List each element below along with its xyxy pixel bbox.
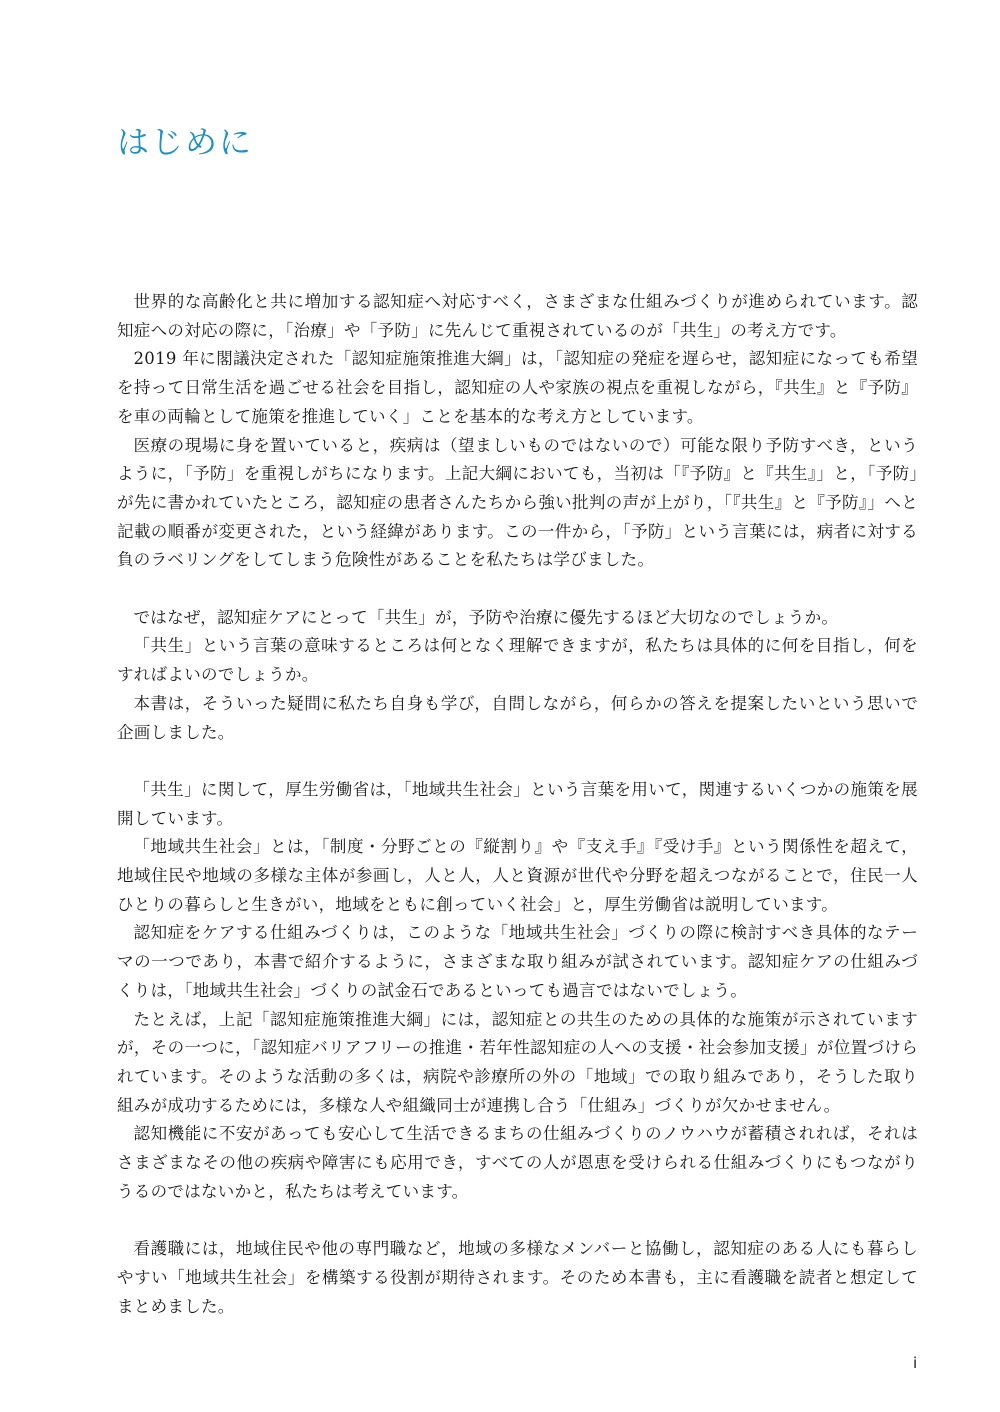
page-number: i <box>913 1354 918 1372</box>
paragraph-gap <box>117 747 918 776</box>
paragraph-1: 世界的な高齢化と共に増加する認知症へ対応すべく，さまざまな仕組みづくりが進められています。認知症への対応の際に，「治療」や「予防」に先んじて重視されているのが「共生」の考え方です。 <box>117 292 918 340</box>
paragraph-11: 認知機能に不安があっても安心して生活できるまちの仕組みづくりのノウハウが蓄積されれば，それはさまざまなその他の疾病や障害にも応用でき，すべての人が恩恵を受けられる仕組みづくりにもつながりうるのではないかと，私たちは考えています。 <box>117 1124 918 1201</box>
paragraph-5: 「共生」という言葉の意味するところは何となく理解できますが，私たちは具体的に何を目指し，何をすればよいのでしょうか。 <box>117 636 918 685</box>
paragraph-9: 認知症をケアする仕組みづくりは，このような「地域共生社会」づくりの際に検討すべき具体的なテーマの一つであり，本書で紹介するように，さまざまな取り組みが試されています。認知症ケアの仕組みづくりは，「地域共生社会」づくりの試金石であるといっても過言ではないでしょう。 <box>117 923 918 1000</box>
paragraph-10: たとえば，上記「認知症施策推進大綱」には，認知症との共生のための具体的な施策が示されていますが，その一つに，「認知症バリアフリーの推進・若年性認知症の人への支援・社会参加支援」が位置づけられています。そのような活動の多くは，病院や診療所の外の「地域」での取り組みであり，そうした取り組みが成功するためには，多様な人や組織同士が連携し合う「仕組み」づくりが欠かせません。 <box>117 1009 918 1115</box>
paragraph-3: 医療の現場に身を置いていると，疾病は（望ましいものではないので）可能な限り予防すべき，というように，「予防」を重視しがちになります。上記大綱においても，当初は「『予防』と『共生』」と，「予防」が先に書かれていたところ，認知症の患者さんたちから強い批判の声が上がり，「『共生』と『予防』」へと記載の順番が変更された，という経緯があります。この一件から，「予防」という言葉には，病者に対する負のラベリングをしてしまう危険性があることを私たちは学びました。 <box>117 435 918 570</box>
paragraph-6: 本書は，そういった疑問に私たち自身も学び，自問しながら，何らかの答えを提案したいという思いで企画しました。 <box>117 693 918 742</box>
paragraph-gap <box>117 1206 918 1235</box>
paragraph-gap <box>117 575 918 604</box>
paragraph-7: 「共生」に関して，厚生労働省は，「地域共生社会」という言葉を用いて，関連するいくつかの施策を展開しています。 <box>117 779 918 828</box>
body-text <box>117 288 918 1321</box>
paragraph-4: ではなぜ，認知症ケアにとって「共生」が，予防や治療に優先するほど大切なのでしょうか。 <box>133 607 839 627</box>
paragraph-2: 2019 年に閣議決定された「認知症施策推進大綱」は，「認知症の発症を遅らせ，認知症になっても希望を持って日常生活を過ごせる社会を目指し，認知症の人や家族の視点を重視しながら，『共生』と『予防』を車の両輪として施策を推進していく」ことを基本的な考え方としています。 <box>117 349 918 426</box>
paragraph-8: 「地域共生社会」とは，「制度・分野ごとの『縦割り』や『支え手』『受け手』という関係性を超えて，地域住民や地域の多様な主体が参画し，人と人，人と資源が世代や分野を超えつながることで，住民一人ひとりの暮らしと生きがい，地域をともに創っていく社会」と，厚生労働省は説明しています。 <box>117 837 918 914</box>
page-title: はじめに <box>117 123 254 161</box>
paragraph-12: 看護職には，地域住民や他の専門職など，地域の多様なメンバーと協働し，認知症のある人にも暮らしやすい「地域共生社会」を構築する役割が期待されます。そのため本書も，主に看護職を読者と想定してまとめました。 <box>117 1239 918 1316</box>
